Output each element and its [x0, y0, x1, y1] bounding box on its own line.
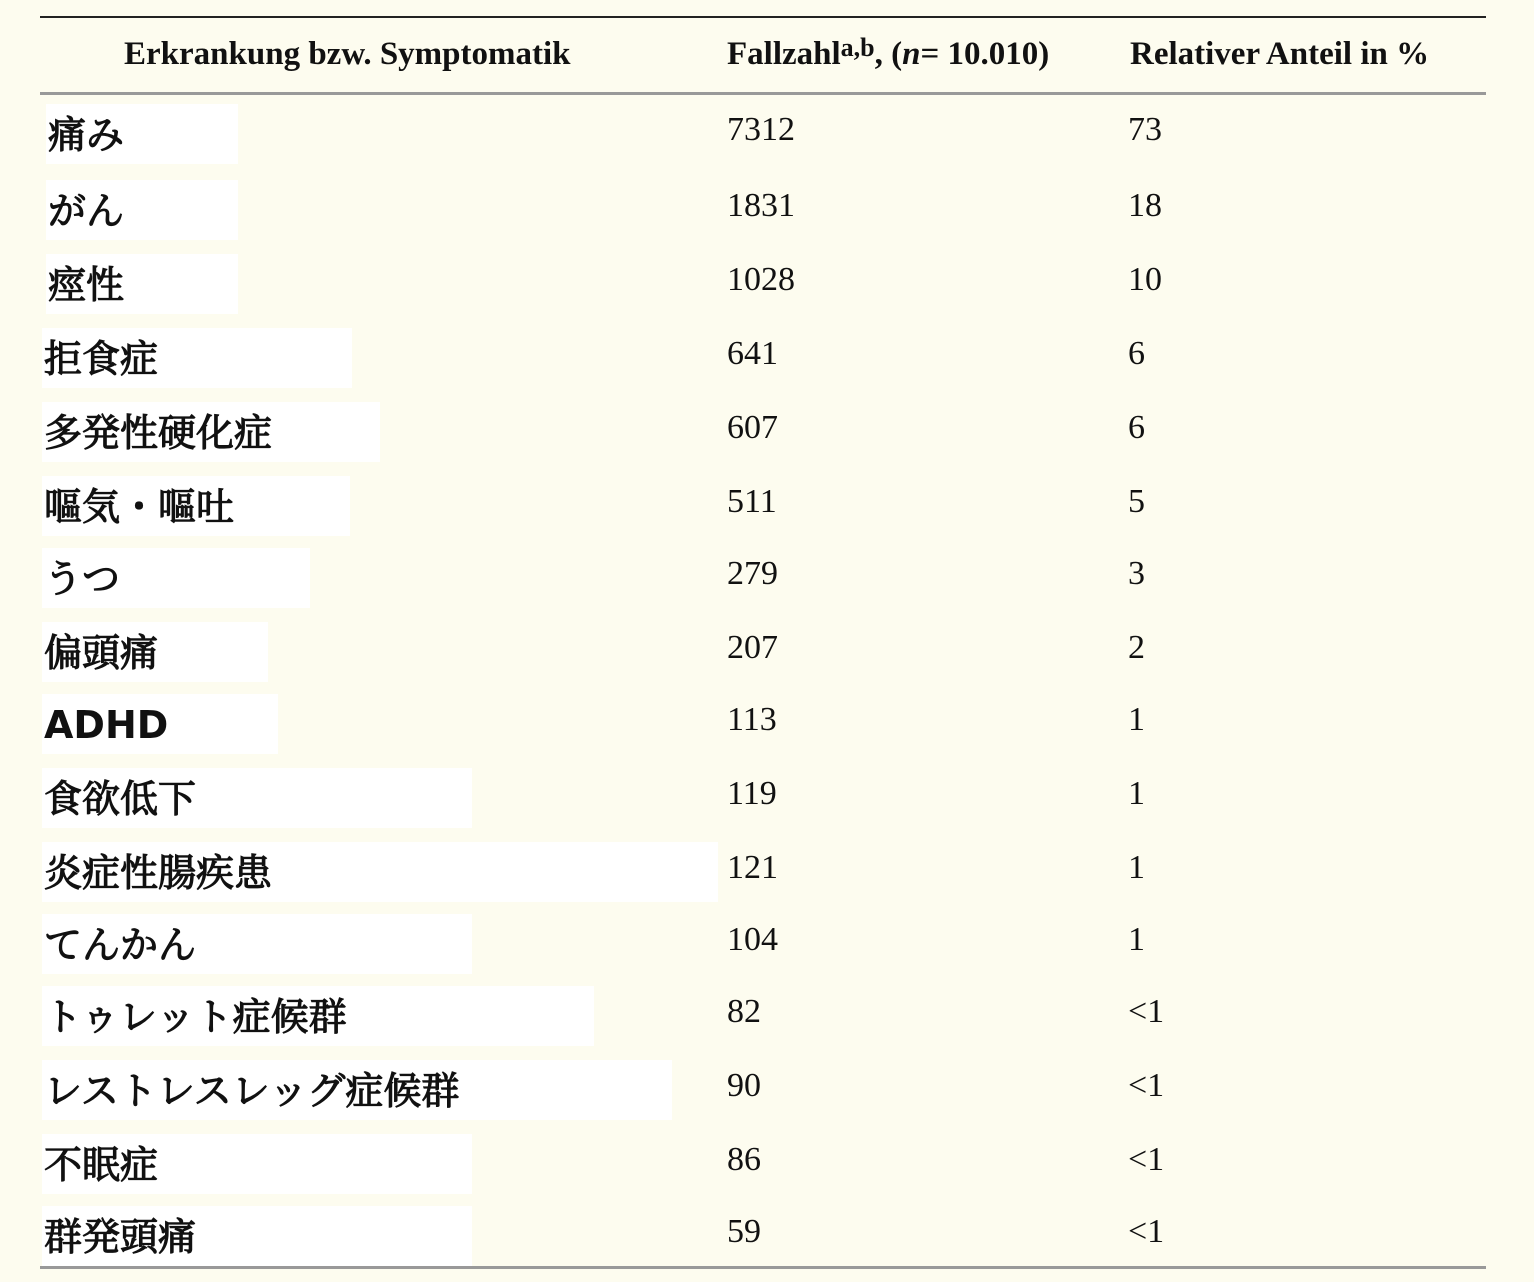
table-bottom-rule [40, 1266, 1486, 1269]
table-row [40, 834, 1486, 908]
condition-name: がん [46, 180, 238, 240]
header-separator: , ( [874, 36, 903, 72]
relative-share-cell: 1 [1128, 701, 1145, 738]
relative-share-cell: <1 [1128, 1141, 1165, 1178]
condition-name: うつ [42, 548, 310, 608]
case-count-cell: 511 [727, 483, 777, 520]
case-count-cell: 641 [727, 335, 778, 372]
relative-share-cell: 18 [1128, 187, 1162, 224]
table-row [40, 1198, 1486, 1272]
header-n-value: = 10.010) [920, 36, 1050, 72]
header-case-count [727, 32, 1049, 78]
header-divider [40, 92, 1486, 95]
case-count-cell: 90 [727, 1067, 761, 1104]
relative-share-cell: 6 [1128, 335, 1145, 372]
condition-name: 拒食症 [42, 328, 352, 388]
condition-name: 偏頭痛 [42, 622, 268, 682]
condition-name: てんかん [42, 914, 472, 974]
condition-name: 多発性硬化症 [42, 402, 380, 462]
table-row [40, 172, 1486, 246]
case-count-cell: 1028 [727, 261, 795, 298]
relative-share-cell: 73 [1128, 111, 1162, 148]
table-row [40, 760, 1486, 834]
table-row [40, 246, 1486, 320]
table-row [40, 540, 1486, 614]
relative-share-cell: 5 [1128, 483, 1145, 520]
case-count-cell: 607 [727, 409, 778, 446]
case-count-cell: 104 [727, 921, 778, 958]
table-row [40, 1052, 1486, 1126]
relative-share-cell: 10 [1128, 261, 1162, 298]
table-top-rule [40, 16, 1486, 18]
condition-name: 痛み [46, 104, 238, 164]
case-count-cell: 86 [727, 1141, 761, 1178]
table-row [40, 468, 1486, 542]
header-case-count-label: Fallzahl [727, 36, 841, 72]
relative-share-cell: 3 [1128, 555, 1145, 592]
table-row [40, 1126, 1486, 1200]
data-table [40, 16, 1486, 1270]
table-row [40, 686, 1486, 760]
relative-share-cell: 1 [1128, 921, 1145, 958]
header-n-symbol: n [902, 36, 921, 72]
relative-share-cell: <1 [1128, 993, 1165, 1030]
case-count-cell: 59 [727, 1213, 761, 1250]
relative-share-cell: 1 [1128, 849, 1145, 886]
condition-name: 炎症性腸疾患 [42, 842, 718, 902]
condition-name: 食欲低下 [42, 768, 472, 828]
condition-name: 不眠症 [42, 1134, 472, 1194]
table-row [40, 320, 1486, 394]
table-row [40, 906, 1486, 980]
case-count-cell: 121 [727, 849, 778, 886]
case-count-cell: 207 [727, 629, 778, 666]
condition-name: トゥレット症候群 [42, 986, 594, 1046]
relative-share-cell: 6 [1128, 409, 1145, 446]
table-row [40, 96, 1486, 170]
case-count-cell: 113 [727, 701, 777, 738]
table-row [40, 978, 1486, 1052]
header-condition: Erkrankung bzw. Symptomatik [124, 36, 571, 72]
case-count-cell: 82 [727, 993, 761, 1030]
condition-name: 嘔気・嘔吐 [42, 476, 350, 536]
table-row [40, 394, 1486, 468]
relative-share-cell: 1 [1128, 775, 1145, 812]
condition-name: 群発頭痛 [42, 1206, 472, 1266]
condition-name: レストレスレッグ症候群 [42, 1060, 672, 1120]
condition-name: ADHD [42, 694, 278, 754]
header-relative-share: Relativer Anteil in % [1130, 36, 1430, 72]
header-footnote-marker: a,b [840, 33, 875, 62]
case-count-cell: 279 [727, 555, 778, 592]
condition-name: 痙性 [46, 254, 238, 314]
case-count-cell: 7312 [727, 111, 795, 148]
relative-share-cell: 2 [1128, 629, 1145, 666]
relative-share-cell: <1 [1128, 1213, 1165, 1250]
table-row [40, 614, 1486, 688]
case-count-cell: 1831 [727, 187, 795, 224]
case-count-cell: 119 [727, 775, 777, 812]
relative-share-cell: <1 [1128, 1067, 1165, 1104]
